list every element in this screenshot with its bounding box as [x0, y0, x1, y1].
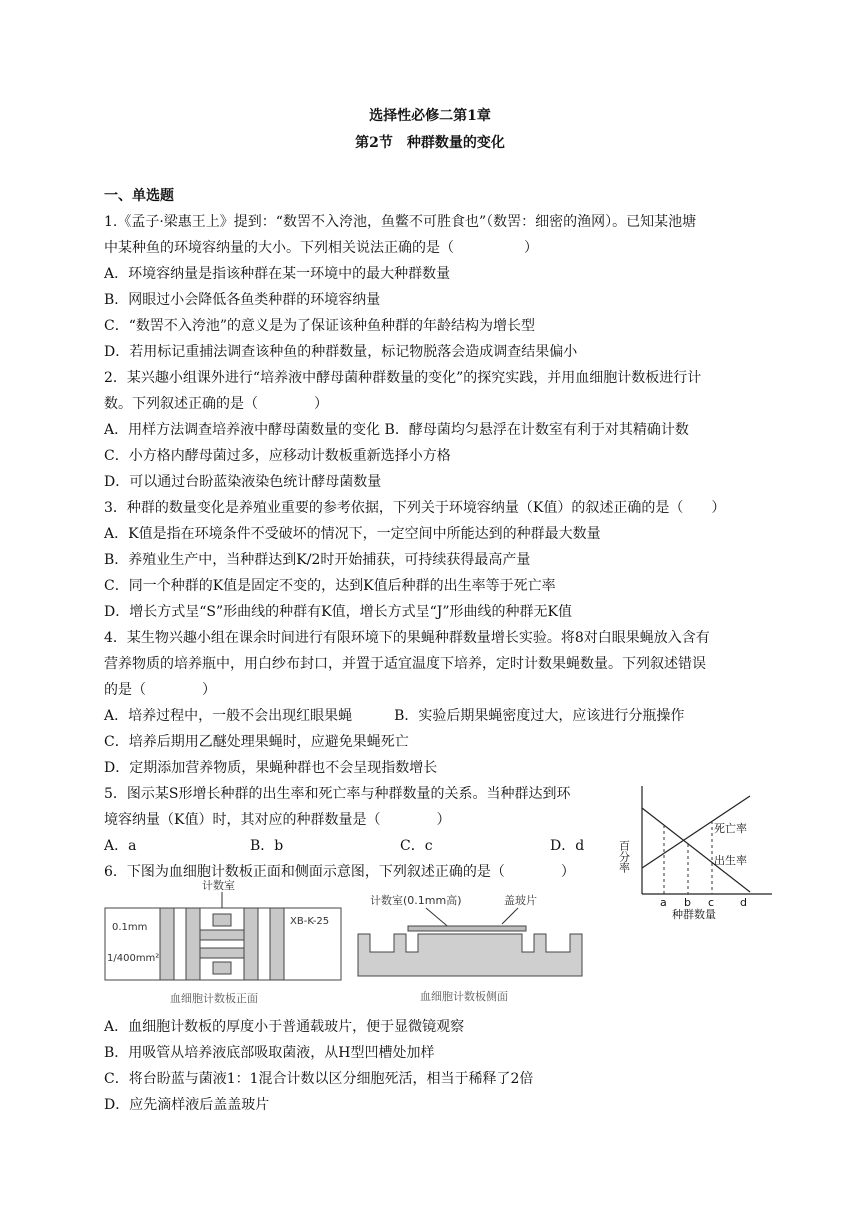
birth-rate-label: 出生率	[714, 854, 747, 867]
slide-profile	[358, 934, 582, 976]
q5-option-d: D．d	[550, 838, 585, 854]
tick-a: a	[660, 896, 667, 909]
front-model-label: XB-K-25	[290, 916, 330, 927]
q4-options-ab: A．培养过程中，一般不会出现红眼果蝇 B．实验后期果蝇密度过大，应该进行分瓶操作	[104, 708, 685, 724]
side-chamber-label: 计数室(0.1mm高)	[370, 894, 462, 907]
q6-option-b: B．用吸管从培养液底部吸取菌液，从H型凹槽处加样	[104, 1045, 435, 1061]
q4-option-d: D．定期添加营养物质，果蝇种群也不会呈现指数增长	[104, 760, 438, 776]
tick-c: c	[708, 896, 715, 909]
q6-option-a: A．血细胞计数板的厚度小于普通载玻片，便于显微镜观察	[104, 1019, 465, 1035]
y-axis-label: 百分率	[618, 840, 631, 873]
front-chamber-label: 计数室	[202, 879, 235, 892]
q5-option-c: C．c	[400, 838, 433, 854]
hemocytometer-side-diagram	[356, 892, 588, 1006]
section-heading: 一、单选题	[104, 188, 174, 204]
q1-option-a: A．环境容纳量是指该种群在某一环境中的最大种群数量	[104, 266, 451, 282]
q3-option-b: B．养殖业生产中，当种群达到K/2时开始捕获，可持续获得最高产量	[104, 552, 531, 568]
q5-option-a: A．a	[104, 838, 137, 854]
cover-slip	[408, 926, 526, 931]
front-depth-label: 0.1mm	[112, 922, 148, 933]
q3-stem: 3．种群的数量变化是养殖业重要的参考依据，下列关于环境容纳量（K值）的叙述正确的是（ ）	[104, 500, 726, 516]
q4-stem-line2: 营养物质的培养瓶中，用白纱布封口，并置于适宜温度下培养，定时计数果蝇数量。下列叙述错误	[104, 656, 706, 672]
q2-stem-line1: 2．某兴趣小组课外进行“培养液中酵母菌种群数量的变化”的探究实践，并用血细胞计数板进行计	[104, 370, 702, 386]
birth-rate-line	[642, 808, 750, 892]
tick-b: b	[684, 896, 691, 909]
page-title: 选择性必修二第1章	[369, 108, 491, 124]
hemocytometer-front-diagram	[104, 878, 344, 1006]
q1-option-d: D．若用标记重捕法调查该种鱼的种群数量，标记物脱落会造成调查结果偏小	[104, 344, 578, 360]
page-subtitle: 第2节 种群数量的变化	[355, 135, 505, 151]
q2-option-c: C．小方格内酵母菌过多，应移动计数板重新选择小方格	[104, 448, 451, 464]
q2-option-d: D．可以通过台盼蓝染液染色统计酵母菌数量	[104, 474, 382, 490]
q2-stem-line2: 数。下列叙述正确的是（ ）	[104, 396, 328, 412]
q5-stem-line2: 境容纳量（K值）时，其对应的种群数量是（ ）	[104, 812, 451, 828]
q1-stem-line1: 1.《孟子·梁惠王上》提到：“数罟不入洿池，鱼鳖不可胜食也”（数罟：细密的渔网）。已知某池塘	[104, 214, 697, 230]
q4-stem-line1: 4．某生物兴趣小组在课余时间进行有限环境下的果蝇种群数量增长实验。将8对白眼果蝇放入含有	[104, 630, 710, 646]
q3-option-a: A．K值是指在环境条件不受破坏的情况下，一定空间中所能达到的种群最大数量	[104, 526, 601, 542]
death-rate-label: 死亡率	[714, 822, 747, 835]
q1-option-b: B．网眼过小会降低各鱼类种群的环境容纳量	[104, 292, 381, 308]
front-area-label: 1/400mm²	[107, 953, 160, 964]
q1-option-c: C．“数罟不入洿池”的意义是为了保证该种鱼种群的年龄结构为增长型	[104, 318, 536, 334]
q6-stem: 6．下图为血细胞计数板正面和侧面示意图，下列叙述正确的是（ ）	[104, 864, 575, 880]
birth-death-rate-graph	[618, 780, 778, 922]
q4-option-c: C．培养后期用乙醚处理果蝇时，应避免果蝇死亡	[104, 734, 409, 750]
front-caption: 血细胞计数板正面	[170, 992, 258, 1005]
side-cover-label: 盖玻片	[504, 894, 537, 907]
tick-d: d	[740, 896, 747, 909]
x-axis-label: 种群数量	[672, 908, 716, 921]
q2-options-ab: A．用样方法调查培养液中酵母菌数量的变化 B．酵母菌均匀悬浮在计数室有利于对其精确计数	[104, 422, 689, 438]
q4-stem-line3: 的是（ ）	[104, 682, 216, 698]
q6-option-d: D．应先滴样液后盖盖玻片	[104, 1097, 270, 1113]
q1-stem-line2: 中某种鱼的环境容纳量的大小。下列相关说法正确的是（ ）	[104, 240, 538, 256]
side-caption: 血细胞计数板侧面	[420, 990, 508, 1003]
q3-option-d: D．增长方式呈“S”形曲线的种群有K值，增长方式呈“J”形曲线的种群无K值	[104, 604, 572, 620]
q3-option-c: C．同一个种群的K值是固定不变的，达到K值后种群的出生率等于死亡率	[104, 578, 556, 594]
q5-stem-line1: 5．图示某S形增长种群的出生率和死亡率与种群数量的关系。当种群达到环	[104, 786, 571, 802]
q6-option-c: C．将台盼蓝与菌液1：1混合计数以区分细胞死活，相当于稀释了2倍	[104, 1071, 534, 1087]
q5-option-b: B．b	[250, 838, 284, 854]
